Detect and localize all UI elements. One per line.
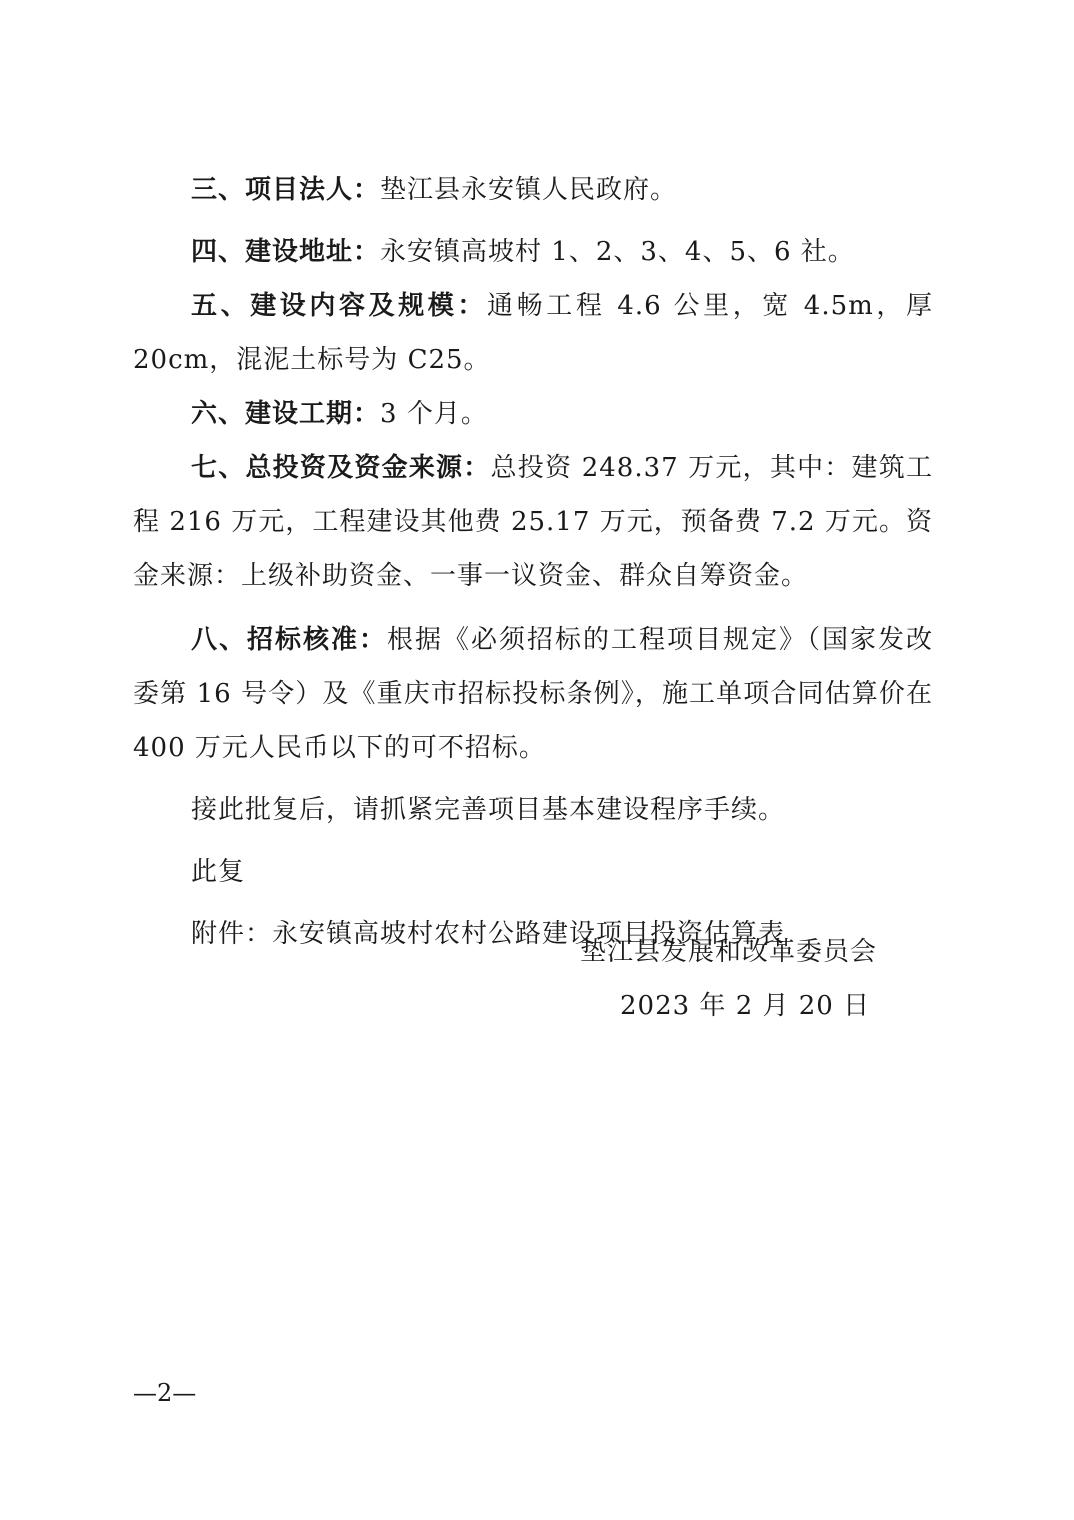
signing-organization: 垫江县发展和改革委员会	[580, 937, 878, 967]
paragraph-heading: 六、建设工期：	[191, 399, 381, 429]
paragraph-heading: 四、建设地址：	[191, 237, 381, 267]
paragraph-heading: 七、总投资及资金来源：	[191, 453, 491, 483]
closing-paragraph: 接此批复后，请抓紧完善项目基本建设程序手续。	[191, 795, 786, 825]
paragraph-text: 总投资 248.37 万元，其中：建筑工程 216 万元，工程建设其他费 25.17 万元，预备费 7.2 万元。资金来源：上级补助资金、一事一议资金、群众自筹资金。	[133, 453, 933, 591]
document-body	[133, 163, 933, 961]
paragraph-construction-period	[133, 387, 933, 441]
paragraph-bidding-approval	[133, 613, 933, 775]
paragraph-text: 通畅工程 4.6 公里，宽 4.5m，厚 20cm，混泥土标号为 C25。	[133, 291, 933, 375]
paragraph-construction-address	[133, 225, 933, 279]
paragraph-project-legal-person	[133, 163, 933, 217]
paragraph-investment	[133, 441, 933, 603]
signing-date: 2023 年 2 月 20 日	[620, 991, 871, 1021]
paragraph-text: 3 个月。	[380, 399, 488, 429]
paragraph-heading: 五、建设内容及规模：	[191, 291, 488, 321]
attachment-line: 附件：永安镇高坡村农村公路建设项目投资估算表	[191, 919, 786, 949]
paragraph-heading: 八、招标核准：	[191, 625, 387, 655]
paragraph-text: 垫江县永安镇人民政府。	[380, 175, 678, 205]
paragraph-text: 根据《必须招标的工程项目规定》（国家发改委第 16 号令）及《重庆市招标投标条例》，施工单项合同估算价在 400 万元人民币以下的可不招标。	[133, 625, 933, 763]
reply-line: 此复	[191, 857, 246, 887]
paragraph-heading: 三、项目法人：	[191, 175, 381, 205]
paragraph-construction-scope	[133, 279, 933, 387]
page-number: —2—	[133, 1379, 197, 1407]
paragraph-text: 永安镇高坡村 1、2、3、4、5、6 社。	[380, 237, 855, 267]
